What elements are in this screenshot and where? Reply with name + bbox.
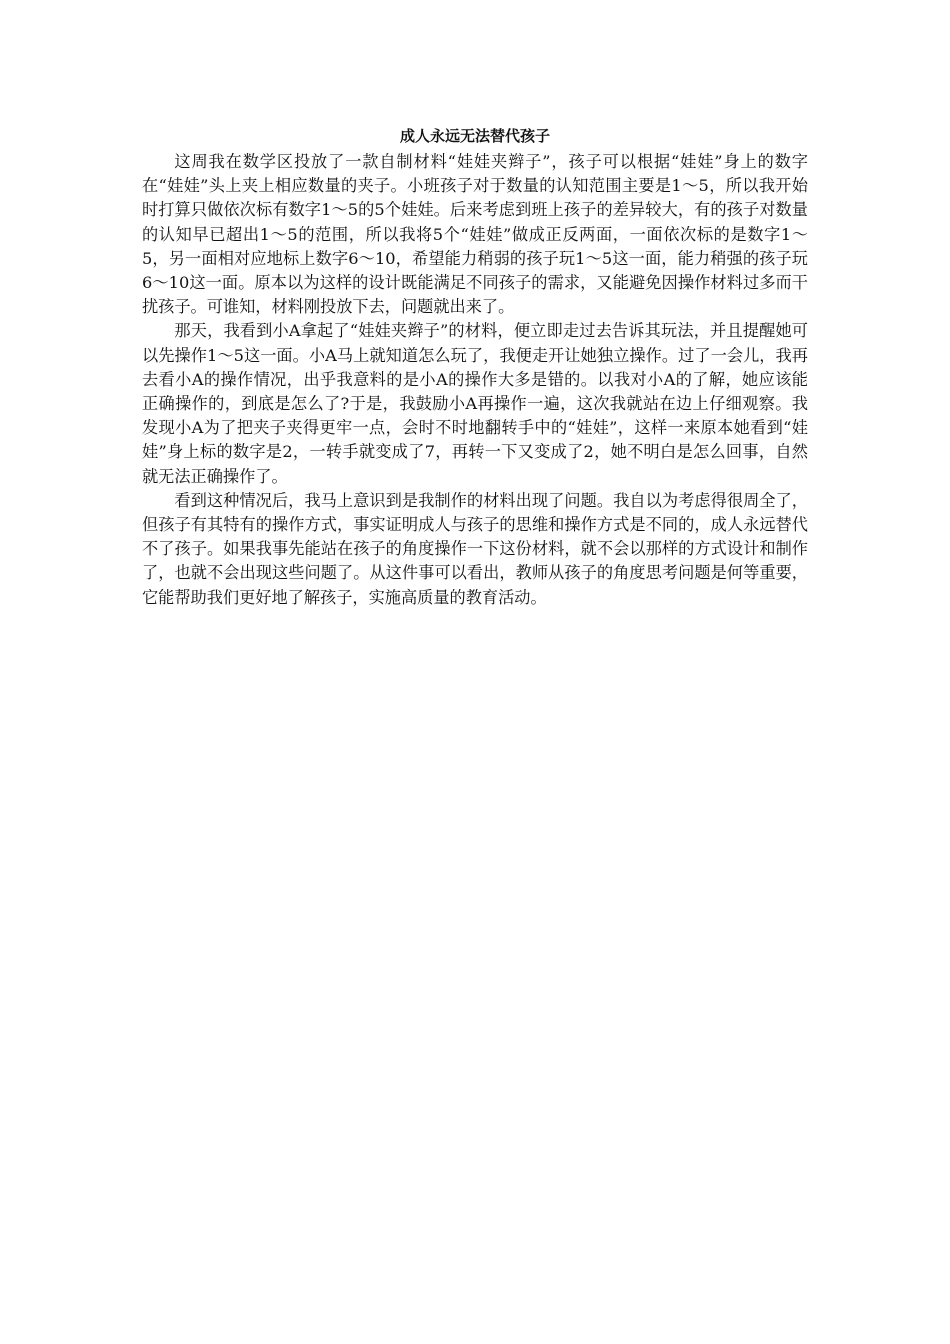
paragraph-2: 那天，我看到小A拿起了“娃娃夹辫子”的材料，便立即走过去告诉其玩法，并且提醒她可以先操作1～5这一面。小A马上就知道怎么玩了，我便走开让她独立操作。过了一会儿，我再去看小A的操作情况，出乎我意料的是小A的操作大多是错的。以我对小A的了解，她应该能正确操作的，到底是怎么了?于是，我鼓励小A再操作一遍，这次我就站在边上仔细观察。我发现小A为了把夹子夹得更牢一点，会时不时地翻转手中的“娃娃”，这样一来原本她看到“娃娃”身上标的数字是2，一转手就变成了7，再转一下又变成了2，她不明白是怎么回事，自然就无法正确操作了。 [142, 321, 808, 486]
paragraph-3: 看到这种情况后，我马上意识到是我制作的材料出现了问题。我自以为考虑得很周全了，但孩子有其特有的操作方式，事实证明成人与孩子的思维和操作方式是不同的，成人永远替代不了孩子。如果我事先能站在孩子的角度操作一下这份材料，就不会以那样的方式设计和制作了，也就不会出现这些问题了。从这件事可以看出，教师从孩子的角度思考问题是何等重要，它能帮助我们更好地了解孩子，实施高质量的教育活动。 [142, 490, 808, 607]
document-title: 成人永远无法替代孩子 [399, 127, 550, 145]
paragraph-1: 这周我在数学区投放了一款自制材料“娃娃夹辫子”，孩子可以根据“娃娃”身上的数字在“娃娃”头上夹上相应数量的夹子。小班孩子对于数量的认知范围主要是1～5，所以我开始时打算只做依次标有数字1～5的5个娃娃。后来考虑到班上孩子的差异较大，有的孩子对数量的认知早已超出1～5的范围，所以我将5个“娃娃”做成正反两面，一面依次标的是数字1～5，另一面相对应地标上数字6～10，希望能力稍弱的孩子玩1～5这一面，能力稍强的孩子玩6～10这一面。原本以为这样的设计既能满足不同孩子的需求，又能避免因操作材料过多而干扰孩子。可谁知，材料刚投放下去，问题就出来了。 [142, 152, 808, 317]
document-body [142, 124, 808, 610]
